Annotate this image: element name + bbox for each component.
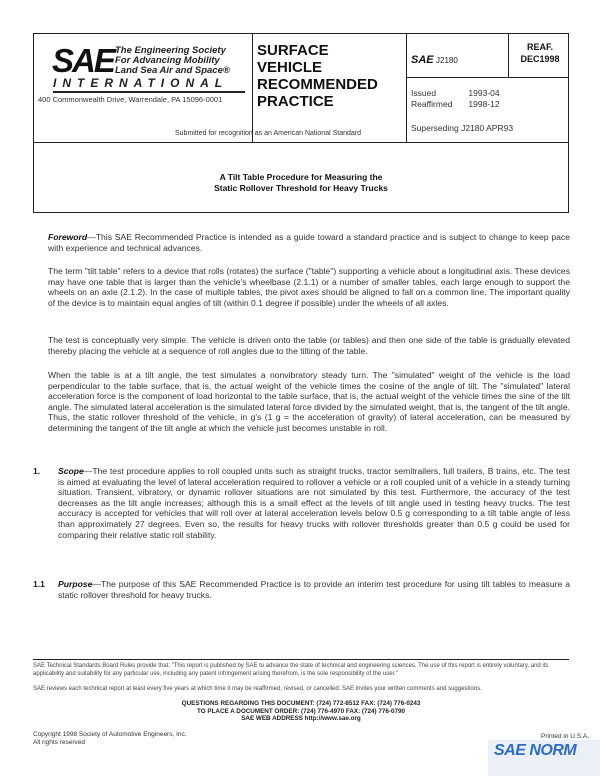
section-1-1-purpose: Purpose—The purpose of this SAE Recommended Practice is to provide an interim test procedure for using tilt tables to measure a static rollover threshold for heavy trucks. — [58, 579, 570, 600]
section-1-number: 1. — [33, 466, 41, 476]
printed-note: Printed in U.S.A. — [541, 733, 590, 740]
superseding-note: Superseding J2180 APR93 — [411, 123, 514, 133]
paragraph-3: When the table is at a tilt angle, the test simulates a nonvibratory steady turn. The "simulated" weight of the vehicle is the load perpendicular to the table surface, that is, the actual weight of the vehicle times the cosine of the angle of tilt. The "simulated" lateral acceleration force is the component of load horizontal to the table surface, that is, the actual weight of the vehicle times the sine of the tilt angle. The simulated lateral acceleration is the simulated lateral force divided by the simulated weight, that is, the tangent of the tilt angle. Thus, the static rollover threshold of the vehicle, in g's (1 g = the acceleration of gravity) of lateral acceleration, can be measured by determining the tangent of the tilt angle at which the vehicle just becomes unstable in roll. — [48, 370, 570, 433]
society-tagline: The Engineering Society For Advancing Mobility Land Sea Air and Space® — [115, 45, 230, 76]
reaffirmed-stamp: REAF. DEC1998 — [520, 42, 560, 64]
sae-small-logo: SAE — [411, 54, 434, 66]
title-box-top — [33, 142, 569, 143]
title-box-bottom — [33, 212, 569, 213]
doc-number: J2180 — [436, 56, 458, 65]
document-title: A Tilt Table Procedure for Measuring the Static Rollover Threshold for Heavy Trucks — [214, 172, 388, 193]
section-1-1-number: 1.1 — [33, 579, 45, 589]
international-label: INTERNATIONAL — [53, 76, 229, 90]
doc-type-title: SURFACE VEHICLE RECOMMENDED PRACTICE — [257, 42, 378, 110]
issue-dates: Issued 1993-04 Reaffirmed 1998-12 — [411, 88, 500, 109]
header-divider-2 — [406, 33, 407, 143]
submitted-note: Submitted for recognition as an American National Standard — [175, 130, 361, 137]
footer-rule — [33, 659, 569, 660]
section-1-scope: Scope—The test procedure applies to roll coupled units such as straight trucks, tractor semitrailers, full trailers, B trains, etc. The test is aimed at evaluating the level of lateral acceleration required to rollover a vehicle or a roll coupled unit of a vehicle in a steady turning situation. Transient, vibratory, or dynamic rollover situations are not simulated by this test. Furthermore, the accuracy of the test decreases as the tilt angle increases; although this is a small effect at the levels of tilt angle used in testing heavy trucks. The test accuracy is accepted for vehicles that will roll over at lateral acceleration levels below 0.5 g corresponding to a tilt table angle of less than approximately 27 degrees. Even so, the results for heavy trucks with rollover thresholds greater than 0.5 g could be used for comparing their relative static roll stability. — [58, 466, 570, 540]
paragraph-2: The test is conceptually very simple. The vehicle is driven onto the table (or tables) and then one side of the table is gradually elevated thereby placing the vehicle at a sequence of roll angles due to the tilting of the table. — [48, 335, 570, 356]
sae-logo: SAE — [52, 42, 114, 79]
sae-norm-watermark-text: SAE NORM — [494, 742, 577, 759]
society-address: 400 Commonwealth Drive, Warrendale, PA 15096-0001 — [38, 95, 223, 104]
footer-notice-1: SAE Technical Standards Board Rules provide that: "This report is published by SAE to advance the state of technical and engineering sciences. The use of this report is entirely voluntary, and its applicability and suitability for any particular use, including any patent infringement arising therefrom, is the sole responsibility of the user." — [33, 663, 549, 677]
footer-notice-2: SAE reviews each technical report at least every five years at which time it may be reaffirmed, revised, or cancelled. SAE invites your written comments and suggestions. — [33, 686, 482, 692]
header-divider-h — [406, 77, 569, 78]
header-divider-1 — [252, 33, 253, 143]
intl-underline — [53, 91, 245, 93]
paragraph-1: The term "tilt table" refers to a device that rolls (rotates) the surface ("table") supporting a vehicle about a longitudinal axis. These devices may have one table that is larger than the vehicle's wheelbase (2.1.1) or a number of smaller tables, each large enough to support the wheels on an axle (2.1.2). In the case of multiple tables, the pivot axes should be aligned to fall on a common line. The important quality of the device is to maintain equal angles of tilt (within 0.1 degree if possible) under the wheels of all axles. — [48, 266, 570, 308]
foreword-paragraph: Foreword—This SAE Recommended Practice is intended as a guide toward a standard practice and is subject to change to keep pace with experience and technical advances. — [48, 232, 570, 253]
header-divider-3 — [508, 33, 509, 77]
footer-contact: QUESTIONS REGARDING THIS DOCUMENT: (724) 772-8512 FAX: (724) 776-0243 TO PLACE A DOCUMENT ORDER: (724) 776-4970 FAX: (724) 776-0790 SAE WEB ADDRESS http://www.sae.org — [181, 700, 421, 723]
copyright: Copyright 1998 Society of Automotive Engineers, Inc. All rights reserved — [33, 731, 187, 746]
